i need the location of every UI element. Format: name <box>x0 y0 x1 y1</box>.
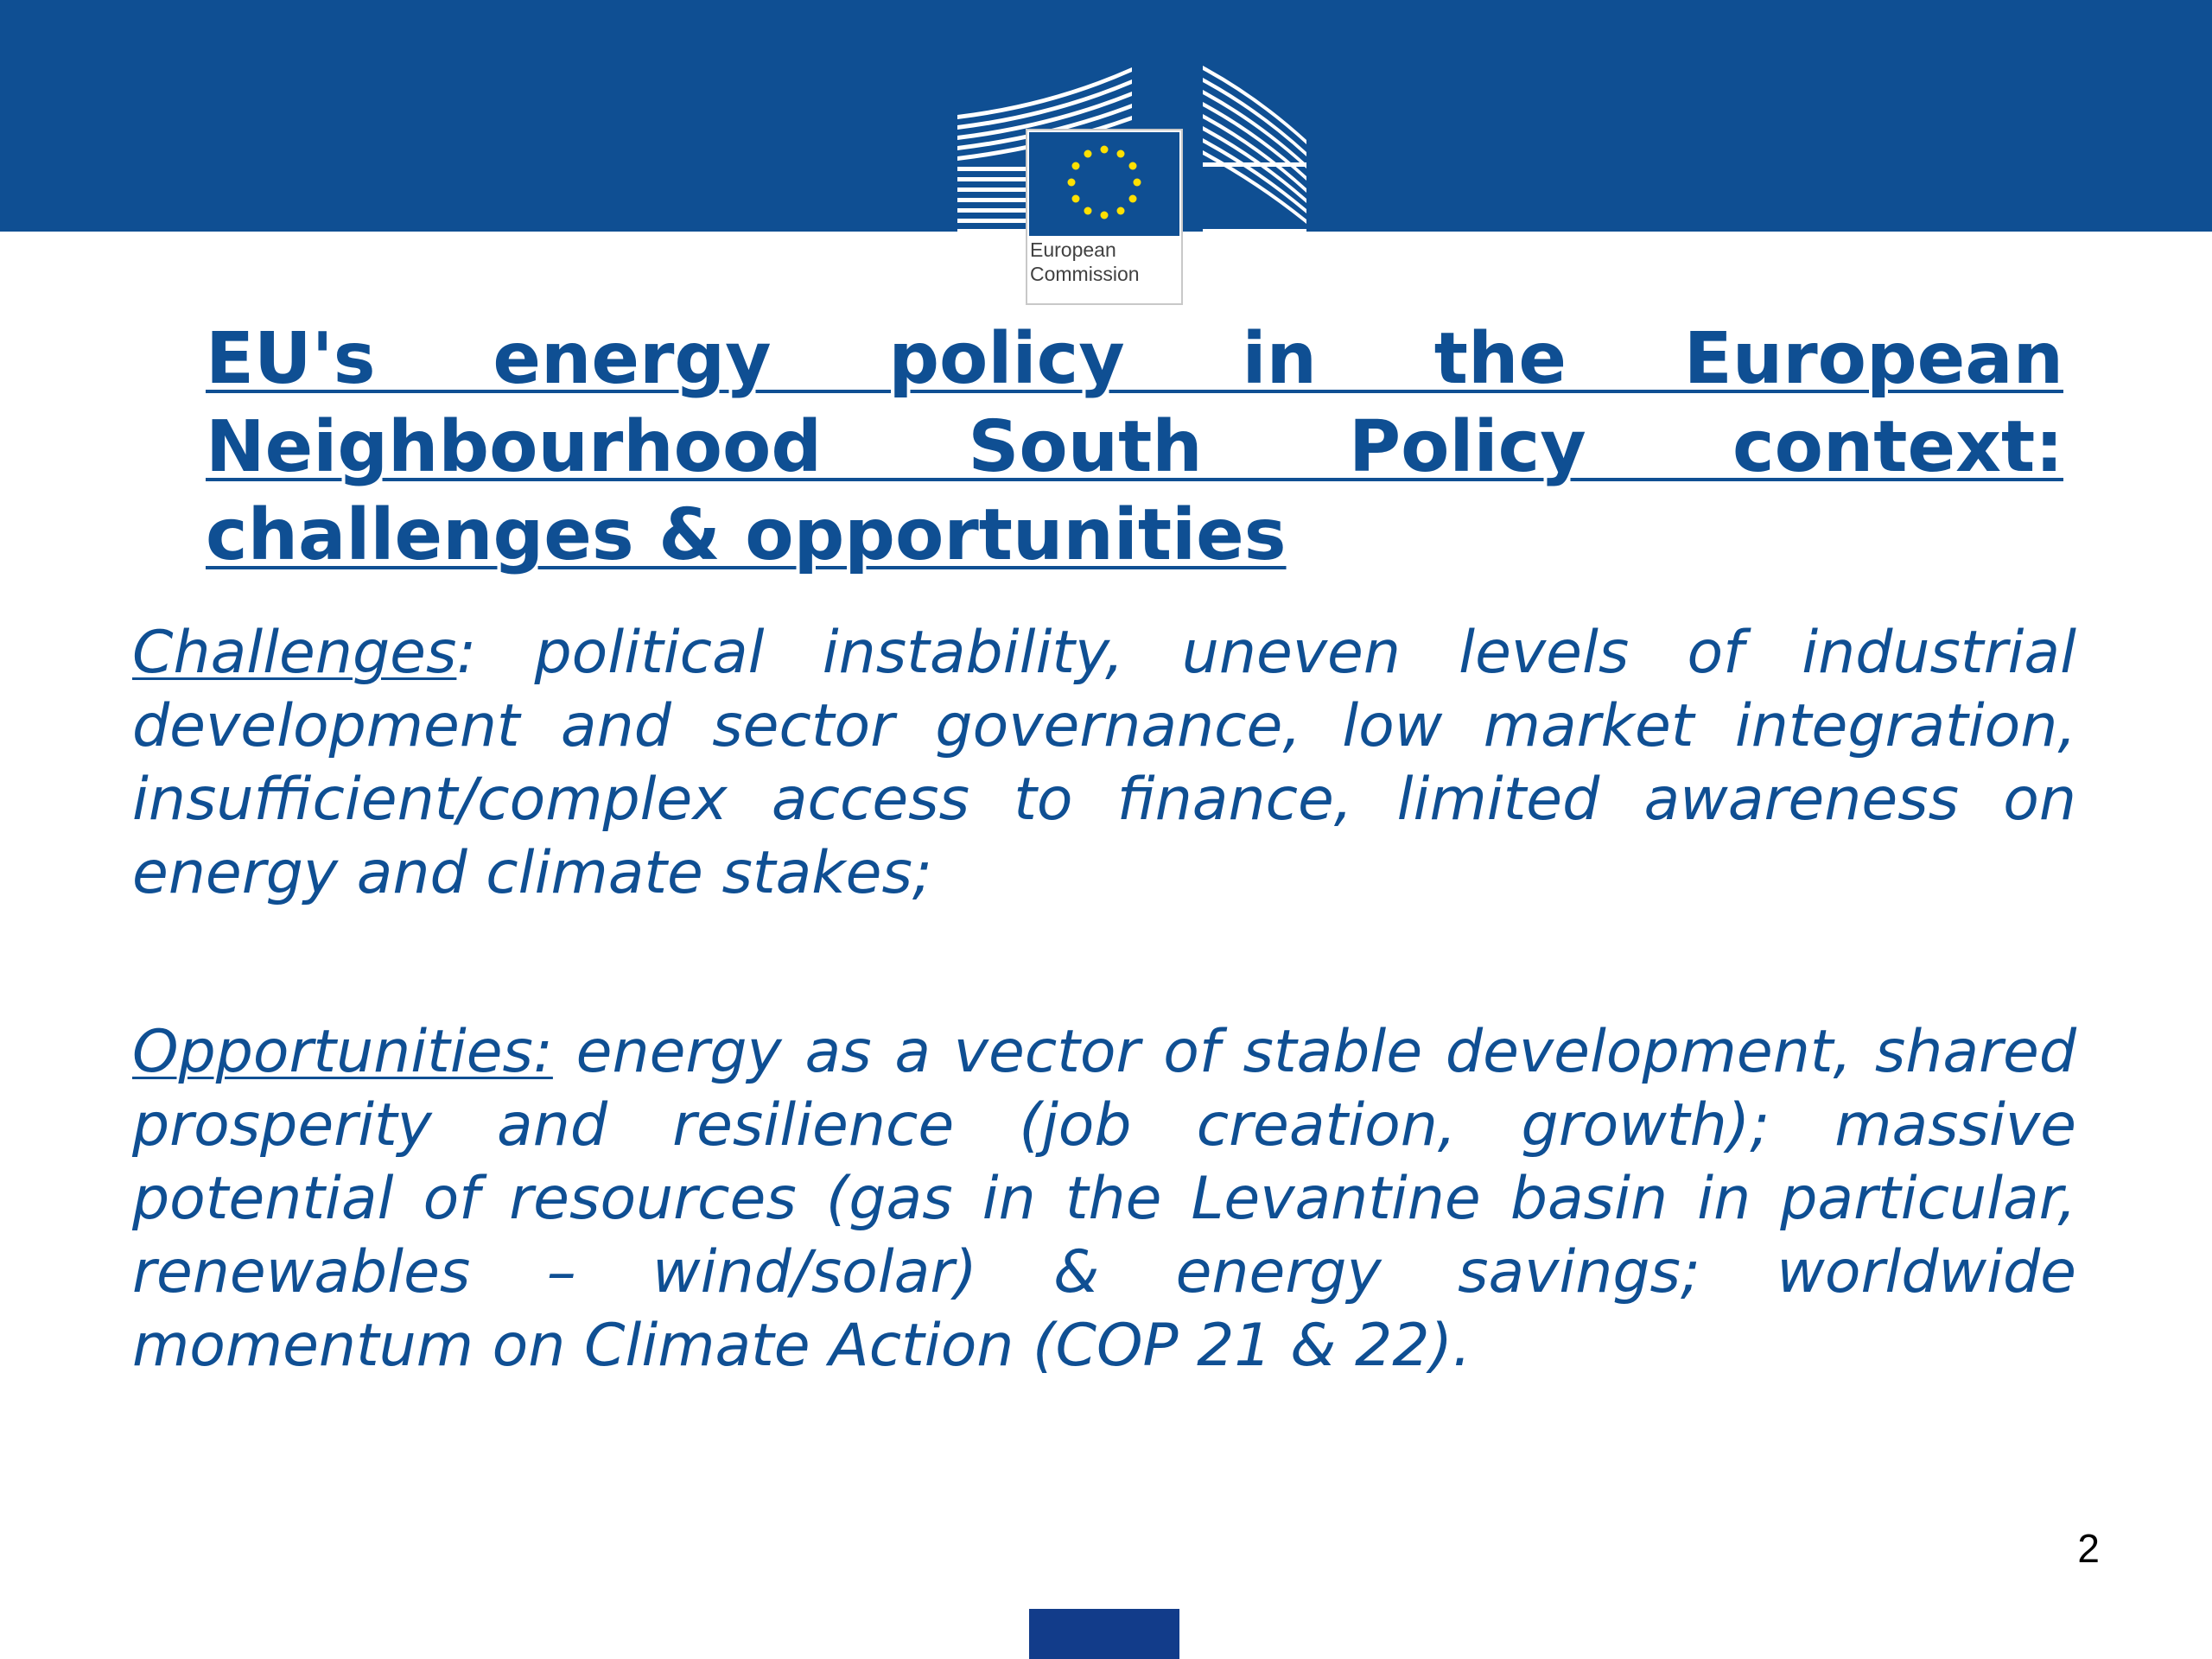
opportunities-text: energy as a vector of stable development, shared prosperity and resilience (job creation, growth); massive potential of resources (gas in the Levantine basin in particular, renewables – wind/solar) & energy savings; worldwide momentum on Climate Action (COP 21 & 22). <box>132 1018 2076 1380</box>
footer-tab <box>1029 1609 1179 1659</box>
opportunities-label: Opportunities: <box>132 1018 553 1086</box>
logo-caption <box>1030 238 1177 286</box>
logo-caption-line1: European <box>1030 238 1116 261</box>
slide-title: EU's energy policy in the European Neighbourhood South Policy context: challenges & opportunities <box>206 318 2063 576</box>
logo-caption-line2: Commission <box>1030 263 1140 285</box>
challenges-text: : political instability, uneven levels of industrial development and sector governance, low market integration, insufficient/complex access to finance, limited awareness on energy and climate stakes; <box>132 619 2076 907</box>
page-number: 2 <box>2077 1526 2100 1571</box>
challenges-paragraph <box>132 616 2076 910</box>
challenges-label: Challenges <box>132 619 457 687</box>
opportunities-paragraph <box>132 1015 2076 1382</box>
